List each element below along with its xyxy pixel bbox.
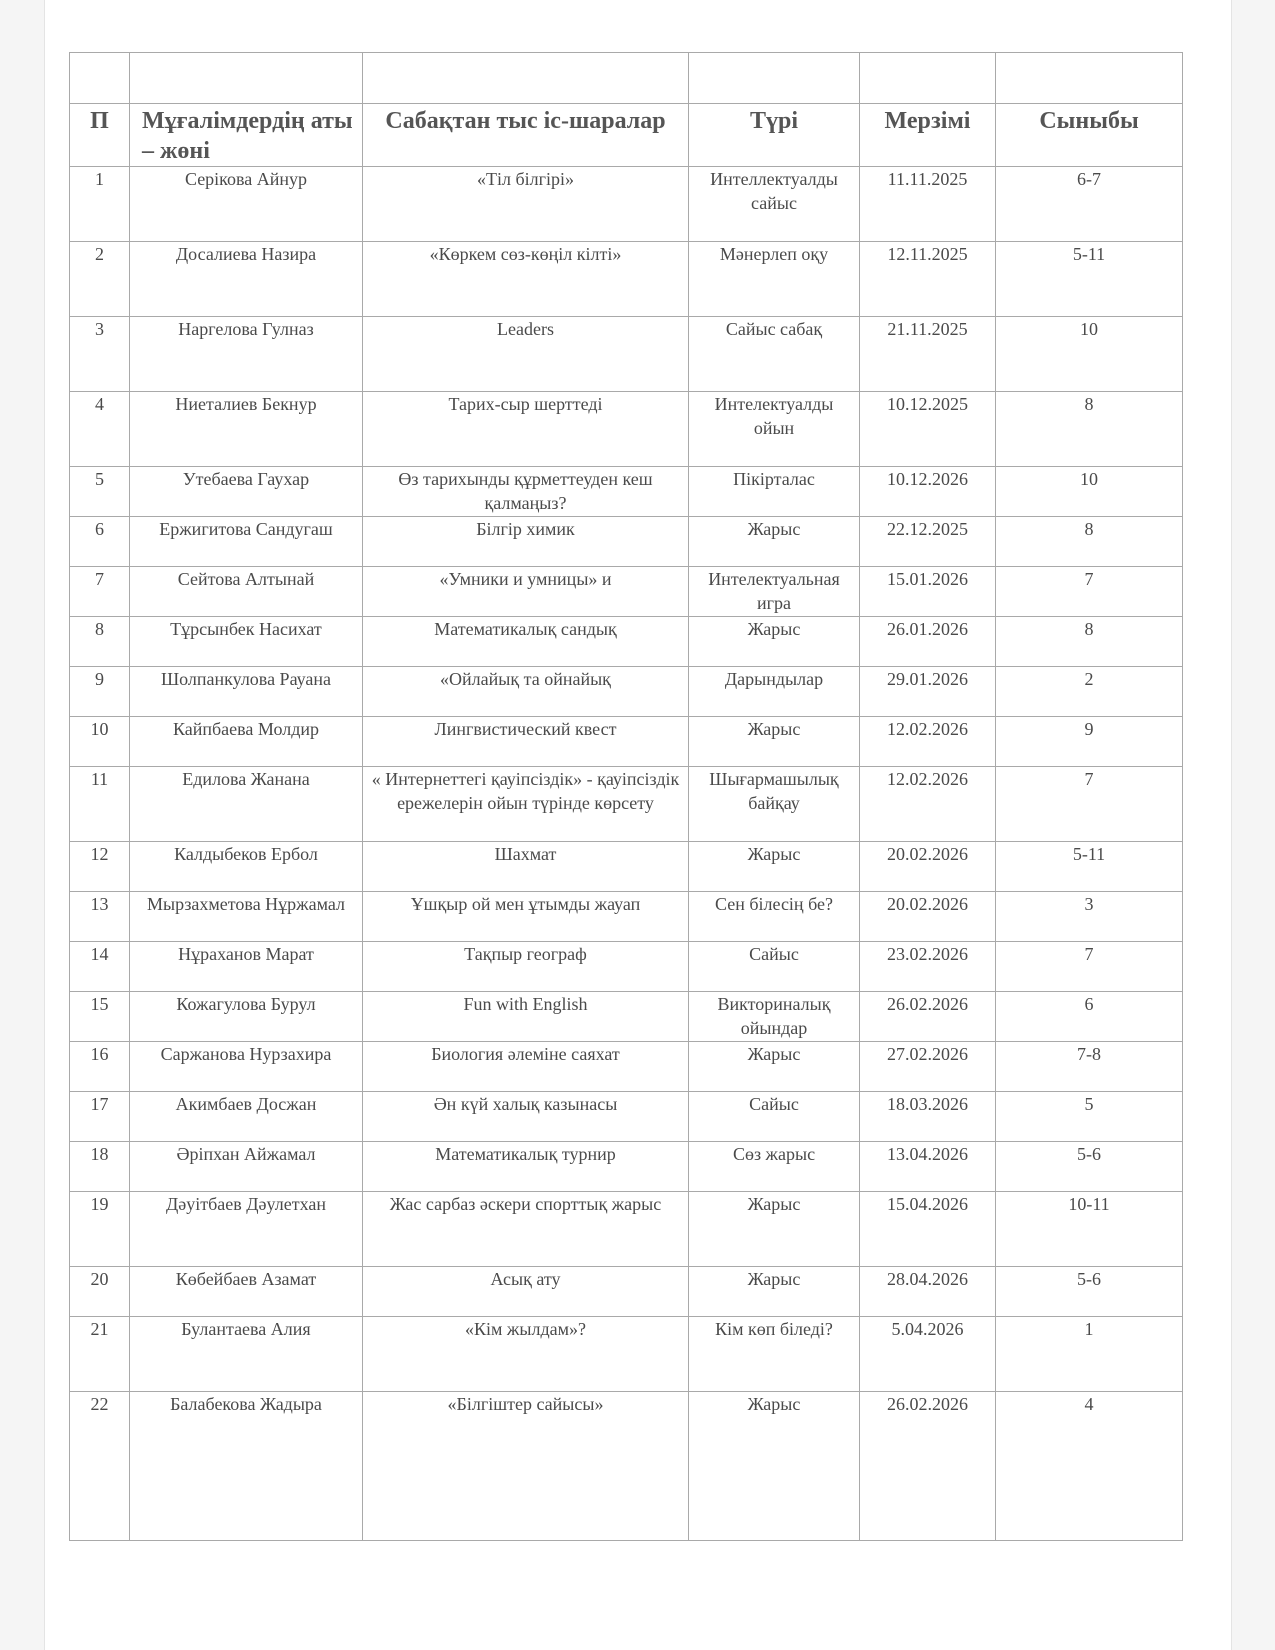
row-type: Дарындылар xyxy=(689,667,860,717)
row-grade: 8 xyxy=(996,517,1183,567)
row-num: 9 xyxy=(70,667,130,717)
table-row xyxy=(70,1142,1183,1192)
row-num: 14 xyxy=(70,942,130,992)
row-grade: 7 xyxy=(996,942,1183,992)
row-teacher: Кайпбаева Молдир xyxy=(130,717,363,767)
row-grade: 5-11 xyxy=(996,842,1183,892)
row-teacher: Кожагулова Бурул xyxy=(130,992,363,1042)
table-row xyxy=(70,717,1183,767)
row-num: 19 xyxy=(70,1192,130,1267)
row-date: 15.04.2026 xyxy=(860,1192,996,1267)
row-teacher: Наргелова Гулназ xyxy=(130,317,363,392)
row-grade: 9 xyxy=(996,717,1183,767)
row-event: Математикалық сандық xyxy=(363,617,689,667)
row-date: 12.02.2026 xyxy=(860,767,996,842)
row-grade: 10-11 xyxy=(996,1192,1183,1267)
row-type: Кім көп біледі? xyxy=(689,1317,860,1392)
row-type: Мәнерлеп оқу xyxy=(689,242,860,317)
row-date: 22.12.2025 xyxy=(860,517,996,567)
blank-cell xyxy=(860,53,996,104)
row-num: 20 xyxy=(70,1267,130,1317)
row-teacher: Ержигитова Сандугаш xyxy=(130,517,363,567)
row-type: Жарыс xyxy=(689,1392,860,1541)
row-type: Сен білесің бе? xyxy=(689,892,860,942)
row-teacher: Калдыбеков Ербол xyxy=(130,842,363,892)
row-date: 20.02.2026 xyxy=(860,892,996,942)
row-grade: 5-6 xyxy=(996,1267,1183,1317)
row-event: Өз тарихынды құрметтеуден кеш қалмаңыз? xyxy=(363,467,689,517)
row-event: Ән күй халық казынасы xyxy=(363,1092,689,1142)
row-num: 2 xyxy=(70,242,130,317)
row-event: Лингвистический квест xyxy=(363,717,689,767)
row-grade: 4 xyxy=(996,1392,1183,1541)
row-grade: 8 xyxy=(996,617,1183,667)
row-grade: 6-7 xyxy=(996,167,1183,242)
table-row xyxy=(70,467,1183,517)
row-grade: 10 xyxy=(996,467,1183,517)
table-row xyxy=(70,1042,1183,1092)
row-grade: 5-11 xyxy=(996,242,1183,317)
row-num: 5 xyxy=(70,467,130,517)
table-row xyxy=(70,767,1183,842)
row-teacher: Шолпанкулова Рауана xyxy=(130,667,363,717)
row-num: 22 xyxy=(70,1392,130,1541)
row-event: Тарих-сыр шерттеді xyxy=(363,392,689,467)
table-row xyxy=(70,1092,1183,1142)
blank-cell xyxy=(70,53,130,104)
row-event: Асық ату xyxy=(363,1267,689,1317)
blank-cell xyxy=(130,53,363,104)
row-num: 3 xyxy=(70,317,130,392)
row-event: Ұшқыр ой мен ұтымды жауап xyxy=(363,892,689,942)
row-type: Викториналық ойындар xyxy=(689,992,860,1042)
blank-cell xyxy=(363,53,689,104)
row-event: «Білгіштер сайысы» xyxy=(363,1392,689,1541)
row-teacher: Саржанова Нурзахира xyxy=(130,1042,363,1092)
row-type: Шығармашылық байқау xyxy=(689,767,860,842)
row-event: Leaders xyxy=(363,317,689,392)
row-date: 26.02.2026 xyxy=(860,1392,996,1541)
row-teacher: Нұраханов Марат xyxy=(130,942,363,992)
table-row xyxy=(70,567,1183,617)
header-date: Мерзімі xyxy=(860,104,996,167)
row-date: 15.01.2026 xyxy=(860,567,996,617)
row-event: «Тіл білгірі» xyxy=(363,167,689,242)
header-row xyxy=(70,104,1183,167)
table-row xyxy=(70,317,1183,392)
row-teacher: Дәуітбаев Дәулетхан xyxy=(130,1192,363,1267)
row-type: Интеллектуалды сайыс xyxy=(689,167,860,242)
row-type: Жарыс xyxy=(689,717,860,767)
header-event: Сабақтан тыс іс-шаралар xyxy=(363,104,689,167)
row-type: Жарыс xyxy=(689,842,860,892)
table-row xyxy=(70,392,1183,467)
row-date: 12.02.2026 xyxy=(860,717,996,767)
row-grade: 7-8 xyxy=(996,1042,1183,1092)
events-table xyxy=(69,52,1183,1541)
row-date: 12.11.2025 xyxy=(860,242,996,317)
row-teacher: Утебаева Гаухар xyxy=(130,467,363,517)
row-num: 16 xyxy=(70,1042,130,1092)
row-num: 4 xyxy=(70,392,130,467)
table-row xyxy=(70,167,1183,242)
row-type: Жарыс xyxy=(689,1042,860,1092)
row-date: 20.02.2026 xyxy=(860,842,996,892)
row-type: Сайыс xyxy=(689,1092,860,1142)
row-teacher: Мырзахметова Нұржамал xyxy=(130,892,363,942)
row-type: Жарыс xyxy=(689,1192,860,1267)
row-teacher: Ниеталиев Бекнур xyxy=(130,392,363,467)
row-type: Пікірталас xyxy=(689,467,860,517)
row-grade: 5-6 xyxy=(996,1142,1183,1192)
row-event: «Ойлайық та ойнайық xyxy=(363,667,689,717)
row-num: 17 xyxy=(70,1092,130,1142)
row-grade: 6 xyxy=(996,992,1183,1042)
row-event: «Көркем сөз-көңіл кілті» xyxy=(363,242,689,317)
header-type: Түрі xyxy=(689,104,860,167)
blank-cell xyxy=(996,53,1183,104)
row-date: 11.11.2025 xyxy=(860,167,996,242)
table-row xyxy=(70,942,1183,992)
row-num: 13 xyxy=(70,892,130,942)
row-num: 10 xyxy=(70,717,130,767)
row-grade: 2 xyxy=(996,667,1183,717)
row-num: 6 xyxy=(70,517,130,567)
row-grade: 7 xyxy=(996,567,1183,617)
blank-cell xyxy=(689,53,860,104)
table-row xyxy=(70,617,1183,667)
table-row xyxy=(70,892,1183,942)
row-grade: 3 xyxy=(996,892,1183,942)
row-teacher: Досалиева Назира xyxy=(130,242,363,317)
row-event: Биология әлеміне саяхат xyxy=(363,1042,689,1092)
blank-row xyxy=(70,53,1183,104)
row-date: 28.04.2026 xyxy=(860,1267,996,1317)
row-type: Сөз жарыс xyxy=(689,1142,860,1192)
row-date: 23.02.2026 xyxy=(860,942,996,992)
row-date: 26.02.2026 xyxy=(860,992,996,1042)
row-type: Интелектуалды ойын xyxy=(689,392,860,467)
row-date: 13.04.2026 xyxy=(860,1142,996,1192)
row-date: 5.04.2026 xyxy=(860,1317,996,1392)
row-teacher: Тұрсынбек Насихат xyxy=(130,617,363,667)
row-event: Fun with English xyxy=(363,992,689,1042)
header-teacher: Мұғалімдердің аты – жөні xyxy=(130,104,363,167)
table-row xyxy=(70,1317,1183,1392)
row-num: 8 xyxy=(70,617,130,667)
table-row xyxy=(70,1267,1183,1317)
row-grade: 1 xyxy=(996,1317,1183,1392)
row-num: 11 xyxy=(70,767,130,842)
table-row xyxy=(70,1392,1183,1541)
row-date: 29.01.2026 xyxy=(860,667,996,717)
table-row xyxy=(70,842,1183,892)
table-row xyxy=(70,992,1183,1042)
row-date: 10.12.2026 xyxy=(860,467,996,517)
row-date: 26.01.2026 xyxy=(860,617,996,667)
row-grade: 5 xyxy=(996,1092,1183,1142)
row-type: Интелектуальная игра xyxy=(689,567,860,617)
row-teacher: Сейтова Алтынай xyxy=(130,567,363,617)
row-event: Тақпыр географ xyxy=(363,942,689,992)
row-grade: 8 xyxy=(996,392,1183,467)
table-row xyxy=(70,517,1183,567)
table-row xyxy=(70,242,1183,317)
row-num: 15 xyxy=(70,992,130,1042)
row-type: Жарыс xyxy=(689,617,860,667)
row-num: 21 xyxy=(70,1317,130,1392)
row-event: Математикалық турнир xyxy=(363,1142,689,1192)
header-num: П xyxy=(70,104,130,167)
row-event: «Умники и умницы» и xyxy=(363,567,689,617)
row-event: « Интернеттегі қауіпсіздік» - қауіпсіздік ережелерін ойын түрінде көрсету xyxy=(363,767,689,842)
row-type: Жарыс xyxy=(689,517,860,567)
table-row xyxy=(70,1192,1183,1267)
row-teacher: Булантаева Алия xyxy=(130,1317,363,1392)
header-grade: Сыныбы xyxy=(996,104,1183,167)
row-grade: 7 xyxy=(996,767,1183,842)
row-date: 18.03.2026 xyxy=(860,1092,996,1142)
row-event: «Кім жылдам»? xyxy=(363,1317,689,1392)
row-type: Сайыс xyxy=(689,942,860,992)
row-grade: 10 xyxy=(996,317,1183,392)
row-teacher: Балабекова Жадыра xyxy=(130,1392,363,1541)
table-row xyxy=(70,667,1183,717)
row-date: 10.12.2025 xyxy=(860,392,996,467)
row-num: 12 xyxy=(70,842,130,892)
row-teacher: Көбейбаев Азамат xyxy=(130,1267,363,1317)
row-type: Сайыс сабақ xyxy=(689,317,860,392)
row-date: 21.11.2025 xyxy=(860,317,996,392)
row-teacher: Әріпхан Айжамал xyxy=(130,1142,363,1192)
row-num: 1 xyxy=(70,167,130,242)
row-num: 7 xyxy=(70,567,130,617)
row-event: Білгір химик xyxy=(363,517,689,567)
row-teacher: Акимбаев Досжан xyxy=(130,1092,363,1142)
row-teacher: Едилова Жанана xyxy=(130,767,363,842)
row-type: Жарыс xyxy=(689,1267,860,1317)
row-num: 18 xyxy=(70,1142,130,1192)
row-date: 27.02.2026 xyxy=(860,1042,996,1092)
row-event: Жас сарбаз әскери спорттық жарыс xyxy=(363,1192,689,1267)
row-event: Шахмат xyxy=(363,842,689,892)
row-teacher: Серікова Айнур xyxy=(130,167,363,242)
